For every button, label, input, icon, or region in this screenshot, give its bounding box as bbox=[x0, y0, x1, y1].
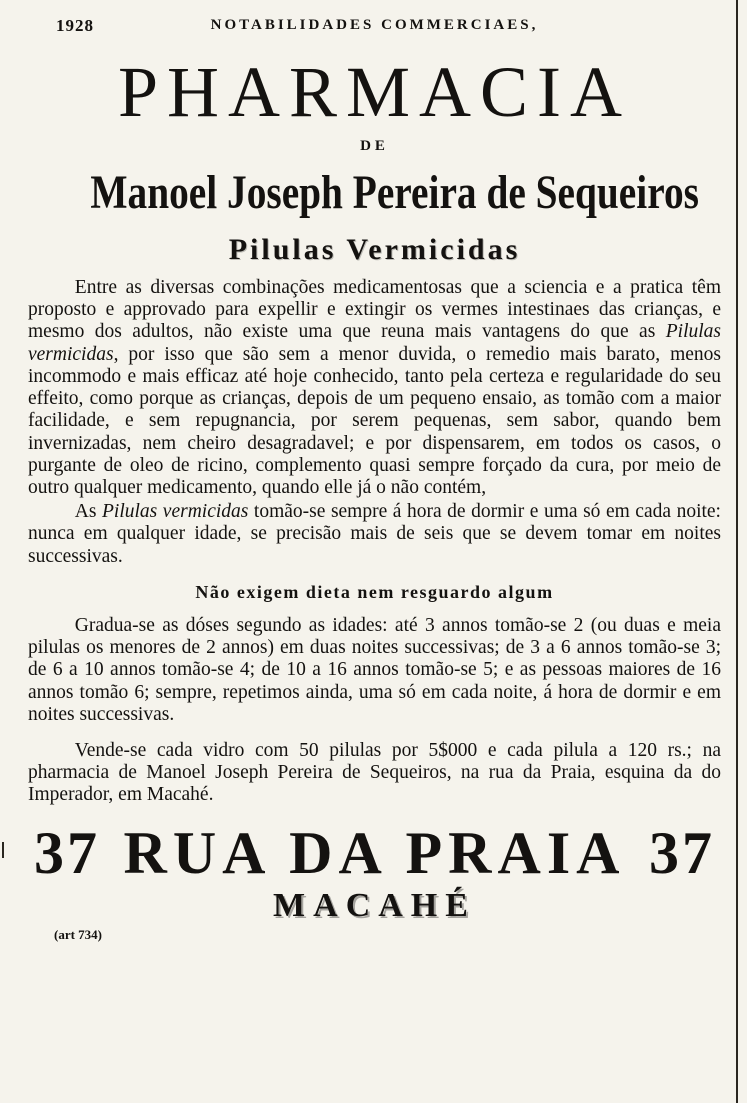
advert-de-line: DE bbox=[360, 138, 389, 154]
address-street: RUA DA PRAIA bbox=[123, 819, 626, 886]
paragraph-doses: Gradua-se as dóses segundo as idades: até 3 annos tomão-se 2 (ou duas e meia pilulas os menores de 2 annos) em duas noites successivas; de 3 a 6 annos tomão-se 3; de 6 a 10 annos tomão-se 4; de 10 a 16 annos tomão-se 5; e as pessoas maiores de 16 annos tomão 6; sempre, repetimos ainda, uma só em cada noite, á hora de dormir e em noites successivas. bbox=[28, 614, 721, 725]
page-number: 1928 bbox=[56, 16, 94, 35]
paragraph-intro-italic: Pilulas vermicidas bbox=[28, 321, 721, 365]
proprietor-name: Manoel Joseph Pereira de Sequeiros bbox=[90, 166, 699, 219]
product-title: Pilulas Vermicidas bbox=[228, 233, 521, 266]
address-number-right: 37 bbox=[649, 819, 715, 886]
advert-title: PHARMACIA bbox=[117, 52, 632, 132]
diet-notice: Não exigem dieta nem resguardo algum bbox=[195, 581, 554, 602]
column-rule bbox=[736, 0, 738, 1103]
margin-mark bbox=[2, 842, 4, 858]
paragraph-sale: Vende-se cada vidro com 50 pilulas por 5$000 e cada pilula a 120 rs.; na pharmacia de Manoel Joseph Pereira de Sequeiros, na rua da Praia, esquina da do Imperador, em Macahé. bbox=[28, 739, 721, 806]
address-number-left: 37 bbox=[34, 819, 100, 886]
paragraph-intro bbox=[28, 277, 721, 499]
page-header bbox=[28, 14, 721, 40]
paragraph-dosage-time-pre: As bbox=[74, 501, 103, 523]
art-footnote: (art 734) bbox=[54, 926, 103, 942]
running-header: NOTABILIDADES COMMERCIAES, bbox=[210, 17, 539, 33]
city-name: MACAHÉ bbox=[273, 886, 476, 924]
paragraph-intro-pre: Entre as diversas combinações medicamentosas que a sciencia e a pratica têm proposto e approvado para expellir e extingir os vermes intestinaes das crianças, e mesmo dos adultos, não existe uma que reuna mais vantagens do que as bbox=[28, 277, 721, 343]
street-address bbox=[34, 819, 715, 886]
paragraph-dosage-time bbox=[28, 501, 721, 568]
paragraph-dosage-time-post: tomão-se sempre á hora de dormir e uma só em cada noite: nunca em qualquer idade, se precisão mais de seis que se devem tomar em noites successivas. bbox=[28, 501, 721, 567]
paragraph-dosage-time-italic: Pilulas vermicidas bbox=[102, 501, 249, 523]
paragraph-intro-post: , por isso que são sem a menor duvida, o remedio mais barato, menos incommodo e mais efficaz até hoje conhecido, tanto pela certeza e regularidade do seu effeito, como porque as crianças, depois de um pequeno ensaio, as tomão com a maior facilidade, e sem repugnancia, por serem pequenas, sem sabor, quando bem invernizadas, nem cheiro desagradavel; e por dispensarem, em todos os casos, o purgante de oleo de ricino, complemento quasi sempre forçado da cura, por meio de outro qualquer medicamento, quando elle já o não contém, bbox=[28, 343, 721, 498]
